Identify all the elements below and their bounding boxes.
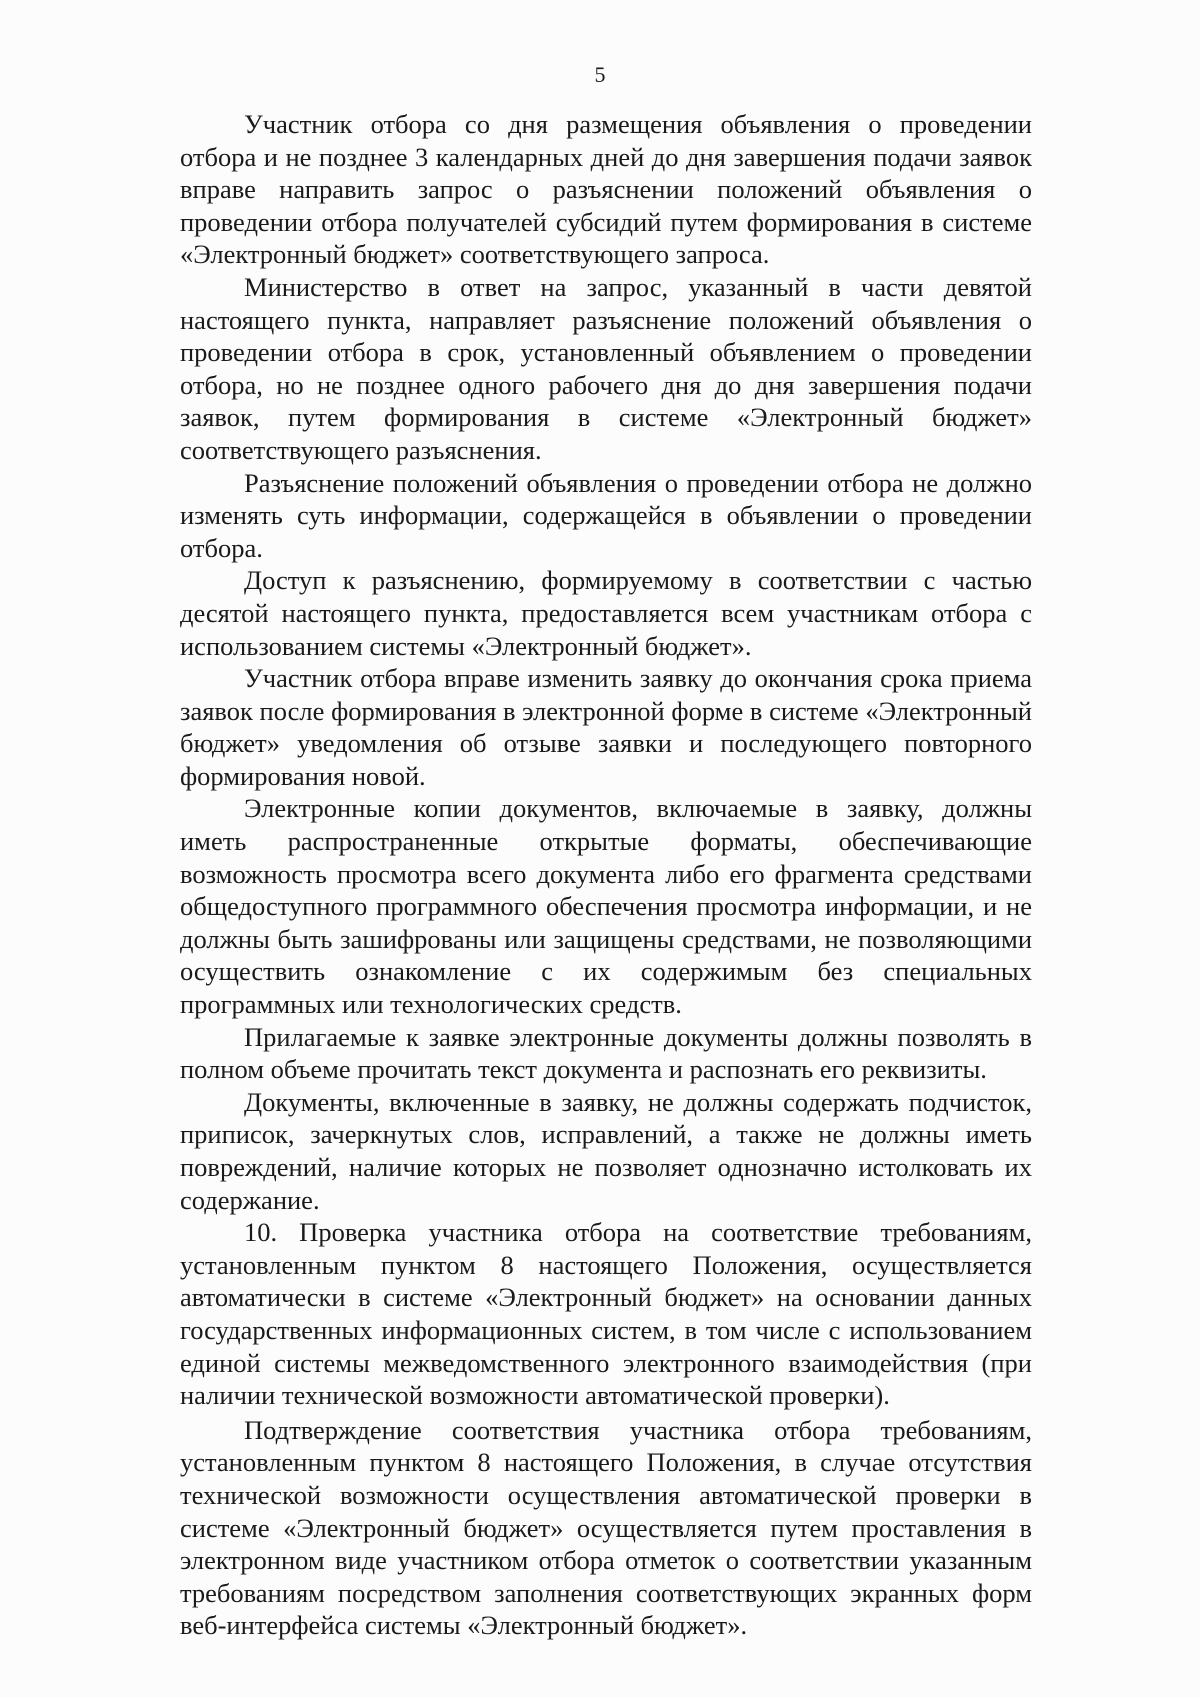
paragraph-document-integrity: Документы, включенные в заявку, не должны содержать подчисток, приписок, зачеркнутых слов, исправлений, а также не должны иметь повреждений, наличие которых не позволяет однозначно истолковать их содержание.: [180, 1086, 1032, 1215]
document-body: [180, 108, 1032, 1642]
paragraph-electronic-copies: Электронные копии документов, включаемые в заявку, должны иметь распространенные открытые форматы, обеспечивающие возможность просмотра всего документа либо его фрагмента средствами общедоступного программного обеспечения просмотра информации, и не должны быть зашифрованы или защищены средствами, не позволяющими осуществить ознакомление с их содержимым без специальных программных или технологических средств.: [180, 793, 1032, 1020]
paragraph-clarification-access: Доступ к разъяснению, формируемому в соответствии с частью десятой настоящего пункта, предоставляется всем участникам отбора с использованием системы «Электронный бюджет».: [180, 565, 1032, 661]
page-number: 5: [594, 62, 606, 87]
paragraph-application-change: Участник отбора вправе изменить заявку до окончания срока приема заявок после формирования в электронной форме в системе «Электронный бюджет» уведомления об отзыве заявки и последующего повторного формирования новой.: [180, 663, 1032, 791]
paragraph-clarification-request: Участник отбора со дня размещения объявления о проведении отбора и не позднее 3 календарных дней до дня завершения подачи заявок вправе направить запрос о разъяснении положений объявления о проведении отбора получателей субсидий путем формирования в системе «Электронный бюджет» соответствующего запроса.: [180, 109, 1032, 270]
paragraph-item-10-verification: 10. Проверка участника отбора на соответствие требованиям, установленным пунктом 8 настоящего Положения, осуществляется автоматически в системе «Электронный бюджет» на основании данных государственных информационных систем, в том числе с использованием единой системы межведомственного электронного взаимодействия (при наличии технической возможности автоматической проверки).: [180, 1217, 1032, 1411]
paragraph-clarification-content: Разъяснение положений объявления о проведении отбора не должно изменять суть информации, содержащейся в объявлении о проведении отбора.: [180, 467, 1032, 563]
paragraph-compliance-confirmation: Подтверждение соответствия участника отбора требованиям, установленным пунктом 8 настоящего Положения, в случае отсутствия технической возможности осуществления автоматической проверки в системе «Электронный бюджет» осуществляется путем проставления в электронном виде участником отбора отметок о соответствии указанным требованиям посредством заполнения соответствующих экранных форм веб-интерфейса системы «Электронный бюджет».: [180, 1414, 1032, 1641]
paragraph-ministry-response: Министерство в ответ на запрос, указанный в части девятой настоящего пункта, направляет разъяснение положений объявления о проведении отбора в срок, установленный объявлением о проведении отбора, но не позднее одного рабочего дня до дня завершения подачи заявок, путем формирования в системе «Электронный бюджет» соответствующего разъяснения.: [180, 271, 1032, 465]
paragraph-attached-documents: Прилагаемые к заявке электронные документы должны позволять в полном объеме прочитать текст документа и распознать его реквизиты.: [180, 1021, 1032, 1085]
